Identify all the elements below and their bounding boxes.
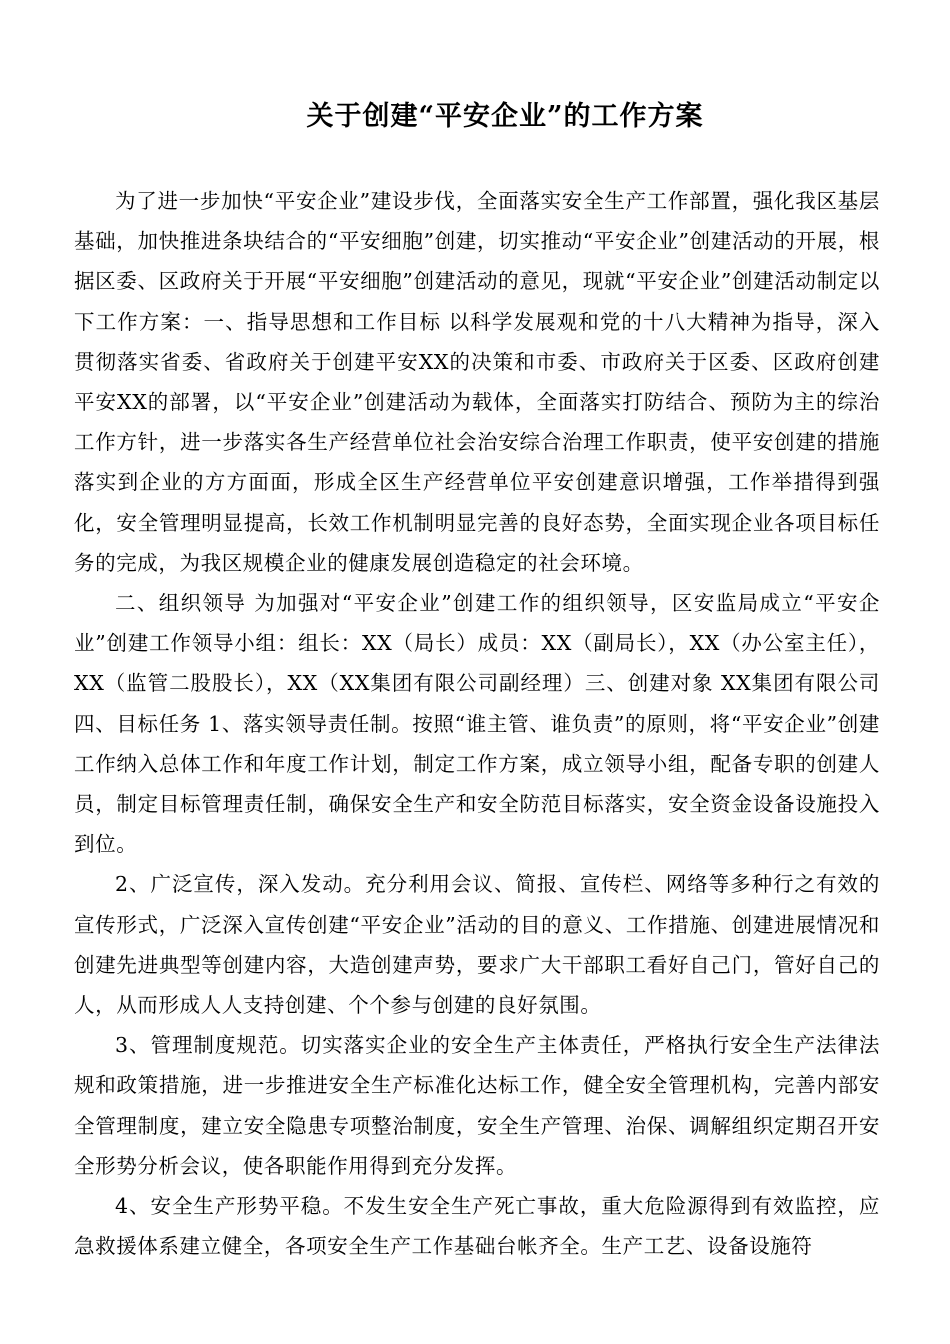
paragraph-4: 3、管理制度规范。切实落实企业的安全生产主体责任，严格执行安全生产法律法规和政策措施，进一步推进安全生产标准化达标工作，健全安全管理机构，完善内部安全管理制度，建立安全隐患专项整治制度，安全生产管理、治保、调解组织定期召开安全形势分析会议，使各职能作用得到充分发挥。 (74, 1033, 880, 1178)
paragraph-3: 2、广泛宣传，深入发动。充分利用会议、简报、宣传栏、网络等多种行之有效的宣传形式，广泛深入宣传创建“平安企业”活动的目的意义、工作措施、创建进展情况和创建先进典型等创建内容，大造创建声势，要求广大干部职工看好自己门，管好自己的人，从而形成人人支持创建、个个参与创建的良好氛围。 (74, 872, 880, 1018)
document-title: 关于创建“平安企业”的工作方案 (306, 101, 704, 132)
paragraph-5: 4、安全生产形势平稳。不发生安全生产死亡事故，重大危险源得到有效监控，应急救援体系建立健全，各项安全生产工作基础台帐齐全。生产工艺、设备设施符 (74, 1194, 880, 1259)
paragraph-1: 为了进一步加快“平安企业”建设步伐，全面落实安全生产工作部置，强化我区基层基础，加快推进条块结合的“平安细胞”创建，切实推动“平安企业”创建活动的开展，根据区委、区政府关于开展“平安细胞”创建活动的意见，现就“平安企业”创建活动制定以下工作方案：一、指导思想和工作目标 以科学发展观和党的十八大精神为指导，深入贯彻落实省委、省政府关于创建平安XX的决策和市委、市政府关于区委、区政府创建平安XX的部署，以“平安企业”创建活动为载体，全面落实打防结合、预防为主的综治工作方针，进一步落实各生产经营单位社会治安综合治理工作职责，使平安创建的措施落实到企业的方方面面，形成全区生产经营单位平安创建意识增强，工作举措得到强化，安全管理明显提高，长效工作机制明显完善的良好态势，全面实现企业各项目标任务的完成，为我区规模企业的健康发展创造稳定的社会环境。 (74, 189, 880, 575)
paragraph-2: 二、组织领导 为加强对“平安企业”创建工作的组织领导，区安监局成立“平安企业”创建工作领导小组：组长：XX（局长）成员：XX（副局长），XX（办公室主任），XX（监管二股股长），XX（XX集团有限公司副经理）三、创建对象 XX集团有限公司 四、目标任务 1、落实领导责任制。按照“谁主管、谁负责”的原则，将“平安企业”创建工作纳入总体工作和年度工作计划，制定工作方案，成立领导小组，配备专职的创建人员，制定目标管理责任制，确保安全生产和安全防范目标落实，安全资金设备设施投入到位。 (74, 591, 880, 857)
document-body (74, 181, 880, 1266)
